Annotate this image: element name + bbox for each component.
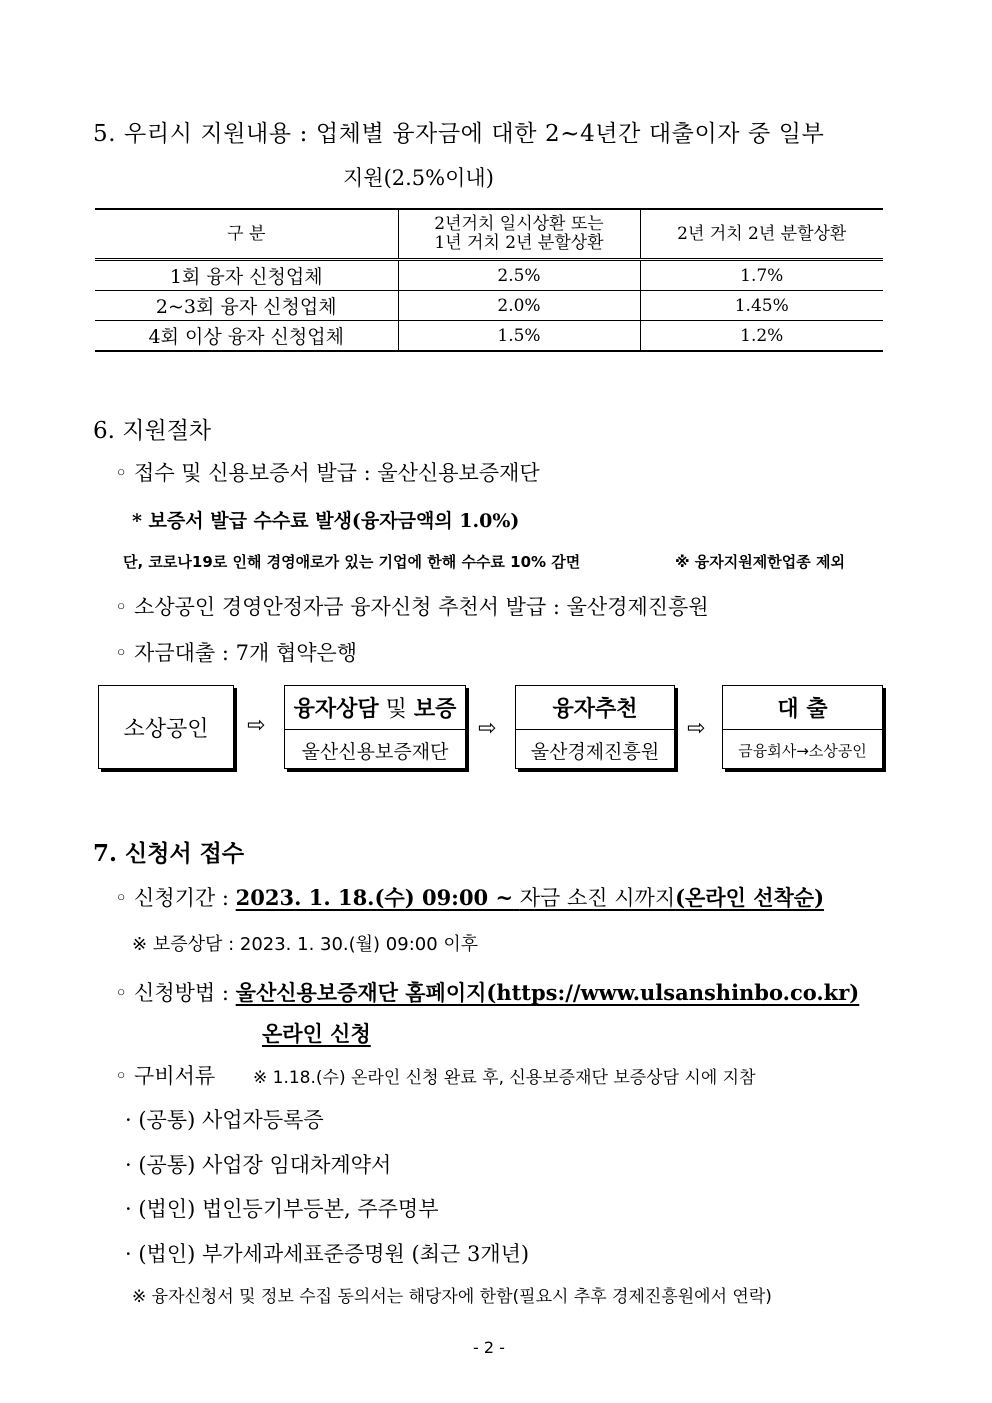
table-header-row (95, 209, 883, 260)
flow-step-title: 융자추천 (516, 686, 674, 730)
flow-step-org: 울산신용보증재단 (301, 741, 449, 763)
table-cell: 1회 융자 신청업체 (95, 260, 398, 291)
section5-heading: 5. 우리시 지원내용 : 업체별 융자금에 대한 2~4년간 대출이자 중 일부 (93, 121, 825, 147)
fee-note: * 보증서 발급 수수료 발생(융자금액의 1.0%) (132, 510, 520, 532)
section7-heading: 7. 신청서 접수 (93, 840, 245, 867)
table-row (95, 321, 883, 352)
method-value: 울산신용보증재단 홈페이지(https://www.ulsanshinbo.co.kr) (235, 980, 860, 1005)
table-cell: 1.45% (640, 291, 883, 321)
flow-step-org: 울산경제진흥원 (530, 741, 660, 763)
table-row (95, 260, 883, 291)
table-header-cell: 2년 거치 2년 분할상환 (640, 209, 883, 260)
table-cell: 1.5% (398, 321, 640, 352)
procedure-item: ◦ 소상공인 경영안정자금 융자신청 추천서 발급 : 울산경제진흥원 (115, 595, 709, 619)
table-cell: 2~3회 융자 신청업체 (95, 291, 398, 321)
discount-note: 단, 코로나19로 인해 경영애로가 있는 기업에 한해 수수료 10% 감면 (123, 553, 581, 571)
flow-arrow-icon: ⇨ (478, 716, 497, 741)
procedure-item: ◦ 자금대출 : 7개 협약은행 (115, 641, 358, 665)
exclusion-note: ※ 융자지원제한업종 제외 (675, 553, 845, 571)
table-cell: 2.5% (398, 260, 640, 291)
list-item: · (법인) 법인등기부등본, 주주명부 (125, 1197, 439, 1221)
list-item: · (공통) 사업자등록증 (125, 1108, 324, 1132)
flow-arrow-icon: ⇨ (247, 713, 266, 738)
flow-step-title-c: 보증 (413, 696, 457, 722)
section6-heading: 6. 지원절차 (93, 418, 212, 444)
period-row (115, 882, 824, 912)
flow-arrow-icon: ⇨ (687, 716, 706, 741)
method-row (115, 977, 859, 1007)
flow-step-label: 소상공인 (123, 716, 209, 742)
page-number: - 2 - (473, 1338, 505, 1357)
flow-step-org: 금융회사→소상공인 (738, 742, 867, 760)
table-cell: 4회 이상 융자 신청업체 (95, 321, 398, 352)
table-cell: 2.0% (398, 291, 640, 321)
rate-table (95, 208, 883, 352)
flow-step-title-b: 및 (385, 697, 407, 722)
final-note: ※ 융자신청서 및 정보 수집 동의서는 해당자에 한함(필요시 추후 경제진흥원에서 연락) (132, 1287, 772, 1307)
flow-step-title: 대 출 (723, 686, 882, 730)
table-cell: 1.7% (640, 260, 883, 291)
table-header-cell: 2년거치 일시상환 또는 1년 거치 2년 분할상환 (398, 209, 640, 260)
method-value-cont: 온라인 신청 (262, 1021, 371, 1046)
flow-step-title-a: 융자상담 (293, 696, 379, 722)
table-cell: 1.2% (640, 321, 883, 352)
flow-step-loan (722, 685, 883, 769)
flow-step-guarantee (284, 685, 466, 769)
period-rest: 자금 소진 시까지(온라인 선착순) (519, 885, 825, 910)
consult-note: ※ 보증상담 : 2023. 1. 30.(월) 09:00 이후 (132, 934, 479, 955)
table-header-cell: 구 분 (95, 209, 398, 260)
flow-step-title (285, 686, 465, 730)
flow-step-applicant (98, 685, 234, 769)
period-label: ◦ 신청기간 : (115, 886, 229, 910)
list-item: · (법인) 부가세과세표준증명원 (최근 3개년) (125, 1242, 530, 1266)
table-row (95, 291, 883, 321)
flow-step-recommend (515, 685, 675, 769)
docs-note: ※ 1.18.(수) 온라인 신청 완료 후, 신용보증재단 보증상담 시에 지참 (253, 1068, 756, 1088)
procedure-item: ◦ 접수 및 신용보증서 발급 : 울산신용보증재단 (115, 461, 540, 485)
method-label: ◦ 신청방법 : (115, 981, 229, 1005)
section5-heading-cont: 지원(2.5%이내) (343, 166, 494, 190)
docs-label: ◦ 구비서류 (115, 1064, 216, 1088)
period-value: 2023. 1. 18.(수) 09:00 ~ (235, 885, 514, 910)
list-item: · (공통) 사업장 임대차계약서 (125, 1153, 392, 1177)
